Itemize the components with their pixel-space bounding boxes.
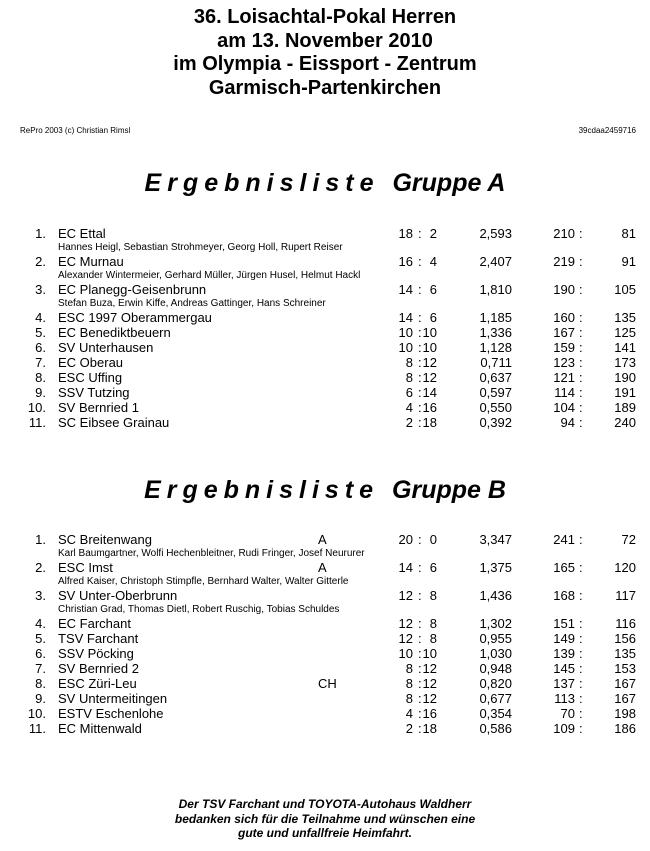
goals-for: 113 bbox=[554, 691, 575, 706]
title-line: Garmisch-Partenkirchen bbox=[208, 76, 442, 99]
team-name: EC Planegg-Geisenbrunn bbox=[58, 282, 207, 297]
result-row bbox=[0, 355, 650, 371]
goals-for: 210 bbox=[553, 226, 575, 241]
result-row bbox=[0, 588, 650, 604]
team-players: Hannes Heigl, Sebastian Strohmeyer, Georg Holl, Rupert Reiser bbox=[58, 242, 343, 253]
result-row bbox=[0, 325, 650, 341]
result-row bbox=[0, 415, 650, 431]
country-code: CH bbox=[318, 676, 337, 691]
score-separator: : bbox=[418, 370, 422, 385]
team-name: SV Unterhausen bbox=[58, 340, 154, 355]
result-row bbox=[0, 385, 650, 401]
quotient: 2,593 bbox=[479, 226, 512, 241]
result-row bbox=[0, 282, 650, 298]
footer-line: gute und unfallfreie Heimfahrt. bbox=[237, 826, 412, 840]
result-row bbox=[0, 370, 650, 386]
goals-against: 81 bbox=[621, 226, 636, 241]
points-lost: 8 bbox=[429, 631, 437, 646]
quotient: 0,955 bbox=[479, 631, 512, 646]
points-won: 14 bbox=[398, 310, 413, 325]
score-separator: : bbox=[579, 325, 583, 340]
rank-cell: 11. bbox=[28, 415, 46, 430]
score-separator: : bbox=[579, 254, 583, 269]
result-row bbox=[0, 616, 650, 632]
score-separator: : bbox=[579, 355, 583, 370]
goals-against: 190 bbox=[614, 370, 636, 385]
heading-text: Ergebnisliste bbox=[144, 476, 380, 504]
score-separator: : bbox=[579, 282, 583, 297]
team-name: EC Mittenwald bbox=[58, 721, 142, 736]
heading-group: Gruppe B bbox=[392, 476, 506, 504]
goals-for: 160 bbox=[553, 310, 575, 325]
goals-against: 116 bbox=[615, 616, 636, 631]
goals-against: 189 bbox=[614, 400, 636, 415]
result-row bbox=[0, 706, 650, 722]
result-row bbox=[0, 646, 650, 662]
rank-cell: 3. bbox=[35, 588, 46, 603]
team-name: TSV Farchant bbox=[58, 631, 139, 646]
quotient: 1,336 bbox=[479, 325, 512, 340]
score-separator: : bbox=[579, 560, 583, 575]
team-name: SV Bernried 2 bbox=[58, 661, 139, 676]
footer-line: bedanken sich für die Teilnahme und wünschen eine bbox=[174, 811, 476, 826]
rank-cell: 1. bbox=[35, 226, 46, 241]
points-won: 10 bbox=[398, 325, 413, 340]
quotient: 0,637 bbox=[479, 370, 512, 385]
quotient: 1,030 bbox=[479, 646, 512, 661]
points-won: 12 bbox=[398, 616, 413, 631]
goals-against: 135 bbox=[614, 646, 636, 661]
goals-against: 156 bbox=[614, 631, 636, 646]
quotient: 2,407 bbox=[479, 254, 512, 269]
quotient: 0,677 bbox=[479, 691, 512, 706]
points-won: 6 bbox=[405, 385, 413, 400]
result-row bbox=[0, 532, 650, 548]
quotient: 0,711 bbox=[480, 355, 512, 370]
rank-cell: 5. bbox=[35, 325, 46, 340]
software-credit: RePro 2003 (c) Christian Rimsl bbox=[20, 126, 131, 135]
team-name: ESC Uffing bbox=[58, 370, 123, 385]
score-separator: : bbox=[579, 646, 583, 661]
team-name: EC Murnau bbox=[58, 254, 124, 269]
rank-cell: 9. bbox=[35, 691, 46, 706]
score-separator: : bbox=[418, 661, 422, 676]
goals-for: 114 bbox=[554, 385, 575, 400]
points-won: 8 bbox=[405, 691, 413, 706]
team-name: EC Ettal bbox=[58, 226, 106, 241]
points-lost: 8 bbox=[429, 616, 437, 631]
group-a-heading bbox=[0, 169, 650, 198]
points-won: 12 bbox=[398, 588, 413, 603]
score-separator: : bbox=[579, 400, 583, 415]
quotient: 1,128 bbox=[479, 340, 512, 355]
result-row bbox=[0, 310, 650, 326]
result-row bbox=[0, 631, 650, 647]
title-line: am 13. November 2010 bbox=[217, 29, 433, 52]
goals-for: 94 bbox=[560, 415, 575, 430]
goals-for: 168 bbox=[553, 588, 575, 603]
team-players: Alfred Kaiser, Christoph Stimpfle, Bernhard Walter, Walter Gitterle bbox=[58, 576, 349, 587]
quotient: 1,185 bbox=[479, 310, 512, 325]
title-line: im Olympia - Eissport - Zentrum bbox=[173, 53, 477, 75]
result-row bbox=[0, 254, 650, 270]
points-won: 8 bbox=[405, 676, 413, 691]
points-won: 2 bbox=[405, 721, 413, 736]
result-row bbox=[0, 560, 650, 576]
points-lost: 6 bbox=[429, 310, 437, 325]
quotient: 0,392 bbox=[479, 415, 512, 430]
rank-cell: 6. bbox=[35, 340, 46, 355]
goals-for: 151 bbox=[553, 616, 575, 631]
group-b-heading bbox=[0, 476, 650, 505]
rank-cell: 6. bbox=[35, 646, 46, 661]
goals-against: 240 bbox=[614, 415, 636, 430]
points-lost: 18 bbox=[422, 415, 437, 430]
country-code: A bbox=[318, 532, 327, 547]
points-lost: 12 bbox=[422, 661, 437, 676]
rank-cell: 1. bbox=[35, 532, 46, 547]
team-name: SV Unter-Oberbrunn bbox=[58, 588, 178, 603]
goals-against: 173 bbox=[614, 355, 636, 370]
rank-cell: 5. bbox=[35, 631, 46, 646]
goals-for: 190 bbox=[553, 282, 575, 297]
score-separator: : bbox=[579, 415, 583, 430]
quotient: 0,597 bbox=[479, 385, 512, 400]
points-won: 18 bbox=[398, 226, 413, 241]
score-separator: : bbox=[418, 310, 422, 325]
points-won: 4 bbox=[405, 400, 413, 415]
points-lost: 12 bbox=[422, 691, 437, 706]
team-players: Stefan Buza, Erwin Kiffe, Andreas Gattinger, Hans Schreiner bbox=[58, 298, 326, 309]
points-won: 10 bbox=[398, 646, 413, 661]
points-won: 8 bbox=[405, 661, 413, 676]
goals-for: 109 bbox=[553, 721, 575, 736]
rank-cell: 2. bbox=[35, 254, 46, 269]
rank-cell: 7. bbox=[35, 661, 46, 676]
team-name: ESC Imst bbox=[58, 560, 113, 575]
team-name: SSV Tutzing bbox=[58, 385, 130, 400]
rank-cell: 11. bbox=[28, 721, 46, 736]
points-won: 8 bbox=[405, 355, 413, 370]
quotient: 0,820 bbox=[479, 676, 512, 691]
score-separator: : bbox=[579, 588, 583, 603]
score-separator: : bbox=[579, 616, 583, 631]
points-won: 16 bbox=[398, 254, 413, 269]
goals-for: 167 bbox=[553, 325, 575, 340]
points-won: 10 bbox=[398, 340, 413, 355]
tournament-title bbox=[0, 6, 650, 100]
team-name: SC Eibsee Grainau bbox=[58, 415, 170, 430]
document-code: 39cdaa2459716 bbox=[578, 126, 636, 135]
rank-cell: 10. bbox=[27, 400, 46, 415]
rank-cell: 7. bbox=[35, 355, 46, 370]
team-name: EC Benediktbeuern bbox=[58, 325, 171, 340]
score-separator: : bbox=[418, 706, 422, 721]
goals-against: 117 bbox=[615, 588, 636, 603]
score-separator: : bbox=[579, 706, 583, 721]
goals-for: 121 bbox=[553, 370, 575, 385]
points-lost: 12 bbox=[422, 355, 437, 370]
team-name: ESC 1997 Oberammergau bbox=[58, 310, 212, 325]
goals-against: 167 bbox=[614, 691, 636, 706]
quotient: 0,586 bbox=[479, 721, 512, 736]
goals-for: 104 bbox=[553, 400, 575, 415]
score-separator: : bbox=[579, 691, 583, 706]
goals-against: 141 bbox=[614, 340, 636, 355]
team-name: SC Breitenwang bbox=[58, 532, 152, 547]
footer-message bbox=[0, 797, 650, 841]
team-name: SSV Pöcking bbox=[58, 646, 134, 661]
score-separator: : bbox=[418, 532, 422, 547]
rank-cell: 9. bbox=[35, 385, 46, 400]
rank-cell: 4. bbox=[35, 616, 46, 631]
rank-cell: 10. bbox=[27, 706, 46, 721]
rank-cell: 8. bbox=[35, 370, 46, 385]
score-separator: : bbox=[418, 616, 422, 631]
quotient: 3,347 bbox=[479, 532, 512, 547]
points-lost: 4 bbox=[429, 254, 437, 269]
score-separator: : bbox=[579, 631, 583, 646]
points-lost: 18 bbox=[422, 721, 437, 736]
team-name: SV Untermeitingen bbox=[58, 691, 168, 706]
score-separator: : bbox=[579, 721, 583, 736]
score-separator: : bbox=[418, 254, 422, 269]
points-lost: 12 bbox=[422, 676, 437, 691]
points-lost: 8 bbox=[429, 588, 437, 603]
score-separator: : bbox=[418, 355, 422, 370]
rank-cell: 4. bbox=[35, 310, 46, 325]
goals-for: 70 bbox=[560, 706, 575, 721]
score-separator: : bbox=[418, 226, 422, 241]
points-lost: 12 bbox=[422, 370, 437, 385]
team-name: EC Oberau bbox=[58, 355, 124, 370]
quotient: 1,302 bbox=[479, 616, 512, 631]
points-lost: 10 bbox=[422, 340, 437, 355]
score-separator: : bbox=[579, 226, 583, 241]
team-players: Karl Baumgartner, Wolfi Hechenbleitner, Rudi Fringer, Josef Neururer bbox=[58, 548, 365, 559]
team-name: EC Farchant bbox=[58, 616, 131, 631]
rank-cell: 3. bbox=[35, 282, 46, 297]
score-separator: : bbox=[418, 560, 422, 575]
team-players: Christian Grad, Thomas Dietl, Robert Ruschig, Tobias Schuldes bbox=[58, 604, 340, 615]
points-lost: 6 bbox=[429, 282, 437, 297]
goals-against: 125 bbox=[614, 325, 636, 340]
score-separator: : bbox=[418, 676, 422, 691]
points-lost: 0 bbox=[429, 532, 437, 547]
points-won: 12 bbox=[398, 631, 413, 646]
goals-for: 219 bbox=[553, 254, 575, 269]
points-lost: 16 bbox=[422, 400, 437, 415]
goals-against: 120 bbox=[614, 560, 636, 575]
goals-for: 145 bbox=[553, 661, 575, 676]
points-won: 20 bbox=[398, 532, 413, 547]
quotient: 0,354 bbox=[479, 706, 512, 721]
score-separator: : bbox=[418, 721, 422, 736]
result-row bbox=[0, 661, 650, 677]
points-lost: 10 bbox=[422, 646, 437, 661]
score-separator: : bbox=[418, 282, 422, 297]
score-separator: : bbox=[418, 415, 422, 430]
goals-for: 159 bbox=[553, 340, 575, 355]
quotient: 1,436 bbox=[479, 588, 512, 603]
goals-for: 149 bbox=[553, 631, 575, 646]
result-row bbox=[0, 721, 650, 737]
result-row bbox=[0, 226, 650, 242]
goals-for: 123 bbox=[553, 355, 575, 370]
score-separator: : bbox=[579, 661, 583, 676]
score-separator: : bbox=[418, 385, 422, 400]
goals-for: 139 bbox=[553, 646, 575, 661]
goals-against: 91 bbox=[621, 254, 636, 269]
score-separator: : bbox=[579, 385, 583, 400]
result-row bbox=[0, 691, 650, 707]
score-separator: : bbox=[418, 646, 422, 661]
goals-against: 135 bbox=[614, 310, 636, 325]
score-separator: : bbox=[418, 691, 422, 706]
goals-for: 241 bbox=[553, 532, 575, 547]
goals-against: 191 bbox=[614, 385, 636, 400]
result-row bbox=[0, 340, 650, 356]
team-players: Alexander Wintermeier, Gerhard Müller, Jürgen Husel, Helmut Hackl bbox=[58, 270, 361, 281]
score-separator: : bbox=[579, 370, 583, 385]
goals-against: 153 bbox=[614, 661, 636, 676]
team-name: ESTV Eschenlohe bbox=[58, 706, 164, 721]
points-won: 2 bbox=[405, 415, 413, 430]
score-separator: : bbox=[418, 588, 422, 603]
score-separator: : bbox=[579, 532, 583, 547]
rank-cell: 8. bbox=[35, 676, 46, 691]
heading-text: Ergebnisliste bbox=[144, 169, 380, 197]
score-separator: : bbox=[418, 325, 422, 340]
quotient: 1,810 bbox=[479, 282, 512, 297]
quotient: 1,375 bbox=[479, 560, 512, 575]
points-won: 14 bbox=[398, 282, 413, 297]
goals-against: 105 bbox=[614, 282, 636, 297]
goals-against: 186 bbox=[614, 721, 636, 736]
goals-against: 72 bbox=[621, 532, 636, 547]
result-row bbox=[0, 676, 650, 692]
goals-against: 167 bbox=[614, 676, 636, 691]
score-separator: : bbox=[579, 310, 583, 325]
rank-cell: 2. bbox=[35, 560, 46, 575]
points-won: 8 bbox=[405, 370, 413, 385]
goals-against: 198 bbox=[614, 706, 636, 721]
score-separator: : bbox=[418, 631, 422, 646]
quotient: 0,550 bbox=[479, 400, 512, 415]
goals-for: 165 bbox=[553, 560, 575, 575]
score-separator: : bbox=[579, 676, 583, 691]
points-lost: 10 bbox=[422, 325, 437, 340]
points-lost: 14 bbox=[422, 385, 437, 400]
points-lost: 16 bbox=[422, 706, 437, 721]
team-name: ESC Züri-Leu bbox=[58, 676, 137, 691]
score-separator: : bbox=[418, 400, 422, 415]
team-name: SV Bernried 1 bbox=[58, 400, 139, 415]
points-lost: 2 bbox=[429, 226, 437, 241]
score-separator: : bbox=[579, 340, 583, 355]
country-code: A bbox=[318, 560, 327, 575]
title-line: 36. Loisachtal-Pokal Herren bbox=[193, 6, 457, 28]
result-row bbox=[0, 400, 650, 416]
score-separator: : bbox=[418, 340, 422, 355]
footer-line: Der TSV Farchant und TOYOTA-Autohaus Waldherr bbox=[178, 797, 472, 811]
quotient: 0,948 bbox=[479, 661, 512, 676]
points-lost: 6 bbox=[429, 560, 437, 575]
goals-for: 137 bbox=[553, 676, 575, 691]
points-won: 14 bbox=[398, 560, 413, 575]
heading-group: Gruppe A bbox=[392, 169, 506, 197]
points-won: 4 bbox=[405, 706, 413, 721]
